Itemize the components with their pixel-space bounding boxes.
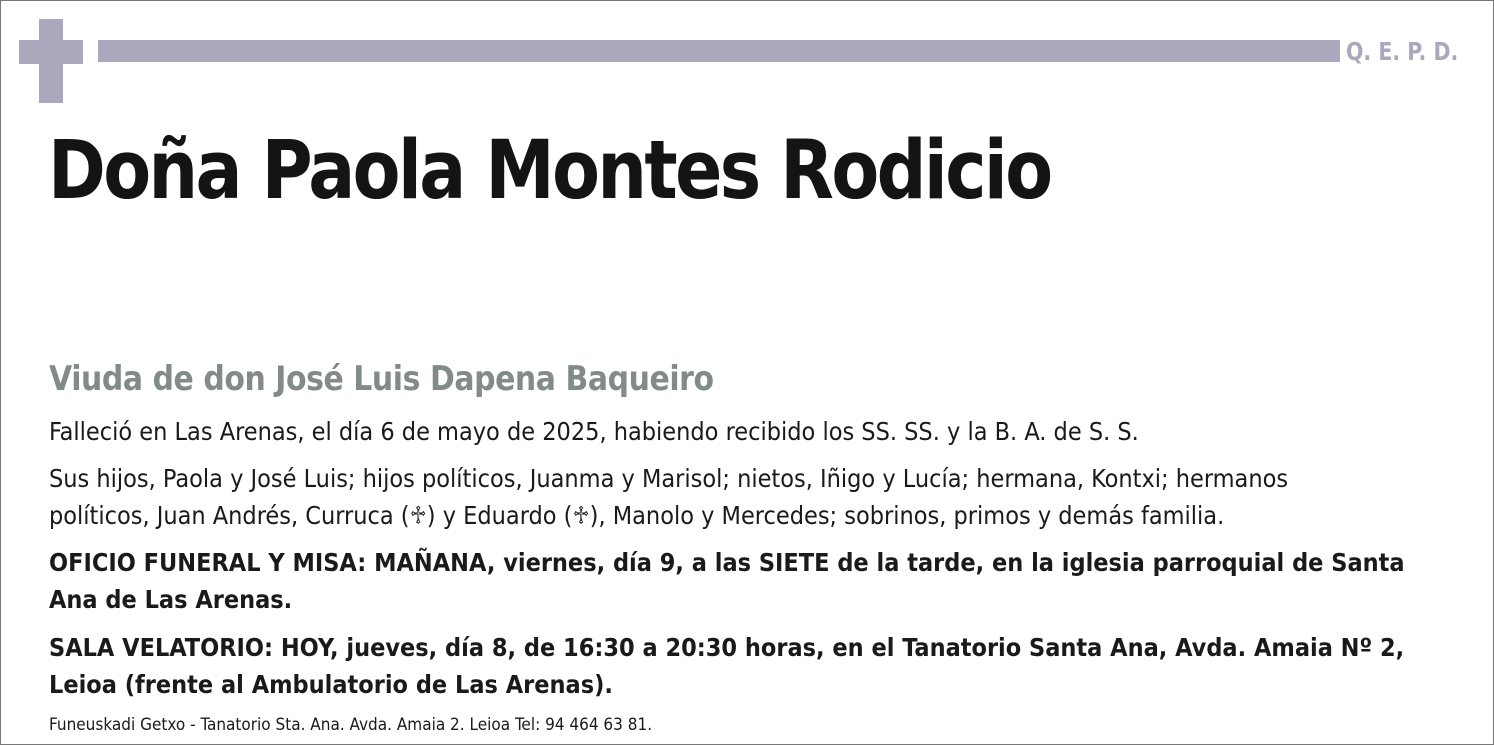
header-rule <box>98 40 1340 62</box>
deceased-name: Doña Paola Montes Rodicio <box>48 124 1051 218</box>
family-paragraph <box>49 460 1449 534</box>
wake-paragraph <box>49 629 1449 703</box>
death-statement-line: Falleció en Las Arenas, el día 6 de mayo de 2025, habiendo recibido los SS. SS. y la B. A. de S. S. <box>49 417 1139 446</box>
qepd-label: Q. E. P. D. <box>1346 37 1459 66</box>
funeral-line-2: Ana de Las Arenas. <box>49 585 293 614</box>
wake-line-2: Leioa (frente al Ambulatorio de Las Arenas). <box>49 670 613 699</box>
wake-line-1: SALA VELATORIO: HOY, jueves, día 8, de 16:30 a 20:30 horas, en el Tanatorio Santa Ana, Avda. Amaia Nº 2, <box>49 633 1405 662</box>
latin-cross-icon <box>19 19 83 103</box>
family-line-1: Sus hijos, Paola y José Luis; hijos políticos, Juanma y Marisol; nietos, Iñigo y Lucía; hermana, Kontxi; hermanos <box>49 464 1289 493</box>
widow-of-subtitle: Viuda de don José Luis Dapena Baqueiro <box>49 359 714 399</box>
funeral-line-1: OFICIO FUNERAL Y MISA: MAÑANA, viernes, día 9, a las SIETE de la tarde, en la iglesia parroquial de Santa <box>49 548 1405 577</box>
death-statement <box>49 413 1449 450</box>
funeral-home-footer: Funeuskadi Getxo - Tanatorio Sta. Ana. Avda. Amaia 2. Leioa Tel: 94 464 63 81. <box>49 715 653 735</box>
funeral-paragraph <box>49 544 1449 618</box>
family-line-2: políticos, Juan Andrés, Curruca (♱) y Eduardo (♱), Manolo y Mercedes; sobrinos, primos y demás familia. <box>49 501 1225 530</box>
